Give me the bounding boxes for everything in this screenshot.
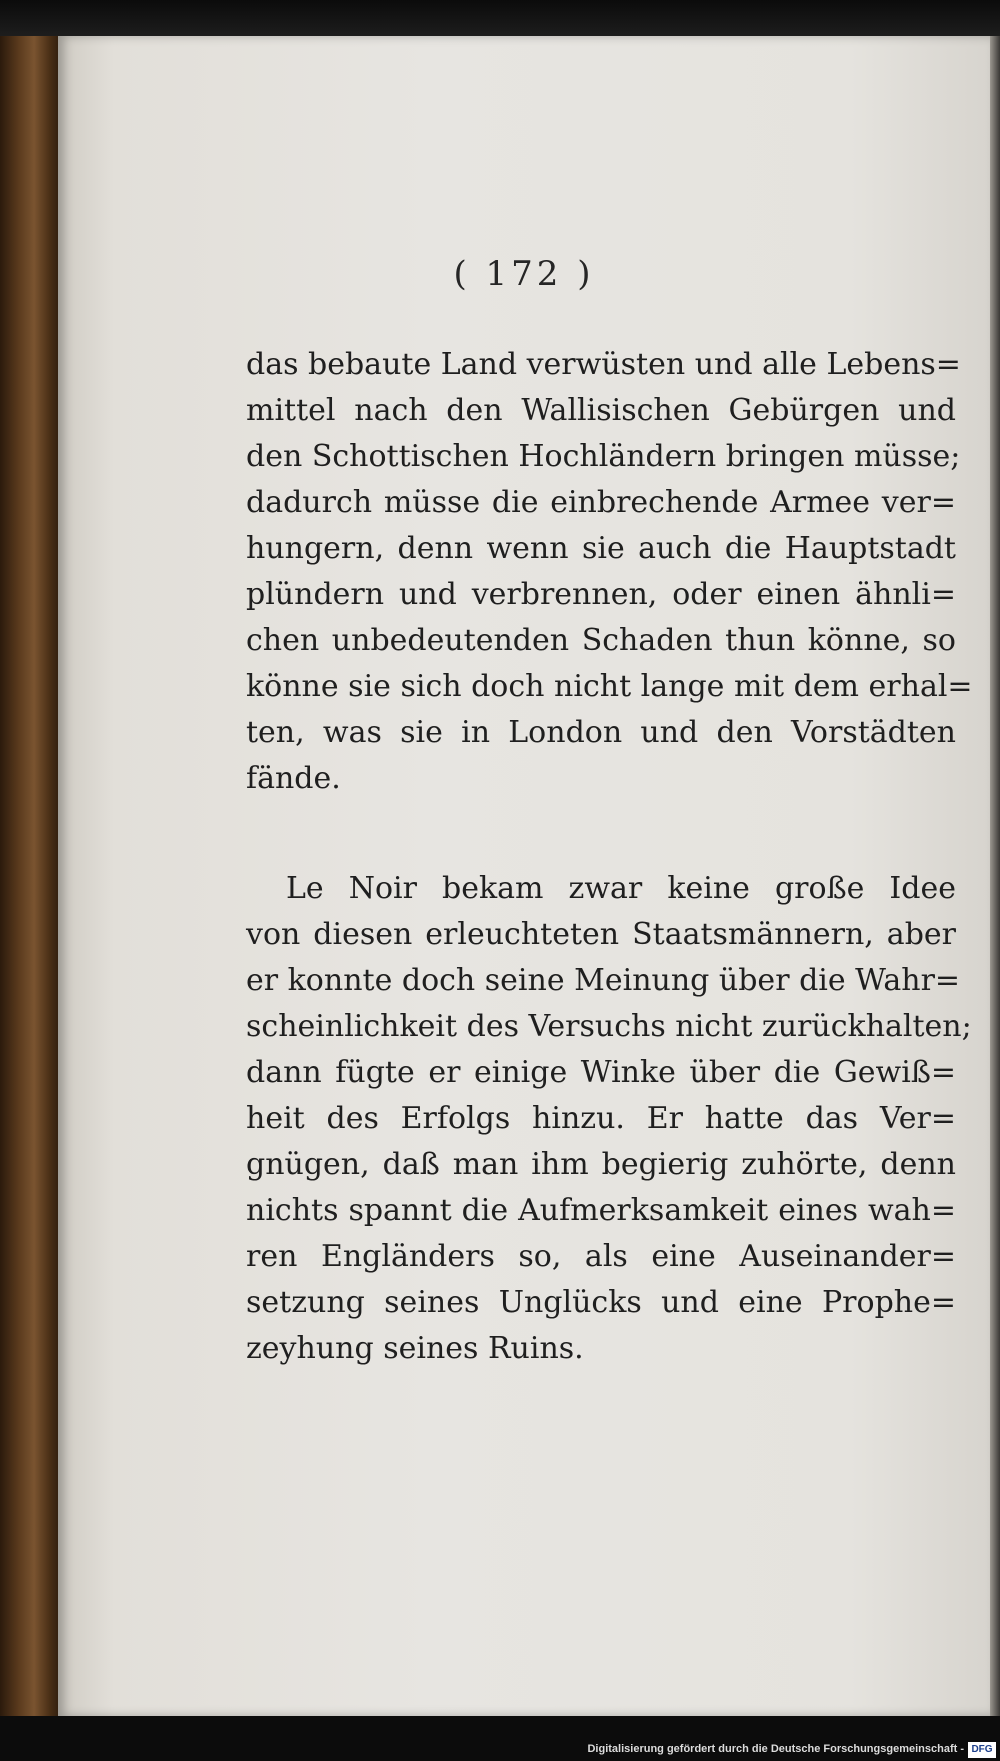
text-line: ten, was sie in London und den Vorstädten (246, 715, 956, 750)
funding-credit: Digitalisierung gefördert durch die Deutsche Forschungsgemeinschaft - (587, 1743, 964, 1755)
text-line: ren Engländers so, als eine Auseinander= (246, 1239, 956, 1274)
text-line: er konnte doch seine Meinung über die Wahr= (246, 963, 961, 998)
text-line: heit des Erfolgs hinzu. Er hatte das Ver= (246, 1101, 956, 1136)
text-line: dadurch müsse die einbrechende Armee ver= (246, 485, 956, 520)
text-line: könne sie sich doch nicht lange mit dem erhal= (246, 669, 973, 704)
text-line: fände. (246, 761, 341, 796)
book-spine-edge (0, 36, 62, 1716)
book-page (58, 36, 990, 1716)
page-right-edge (990, 36, 1000, 1716)
page-number: ( 172 ) (453, 254, 595, 294)
text-line: nichts spannt die Aufmerksamkeit eines wah= (246, 1193, 956, 1228)
text-line: gnügen, daß man ihm begierig zuhörte, denn (246, 1147, 956, 1182)
paragraph-2 (246, 866, 972, 1372)
scan-top-border (0, 0, 1000, 36)
text-line: mittel nach den Wallisischen Gebürgen und (246, 393, 956, 428)
dfg-logo: DFG (968, 1742, 996, 1758)
text-line: zeyhung seines Ruins. (246, 1331, 584, 1366)
text-line: dann fügte er einige Winke über die Gewiß= (246, 1055, 956, 1090)
paragraph-1 (246, 342, 973, 802)
text-line: das bebaute Land verwüsten und alle Lebens= (246, 347, 961, 382)
text-line: von diesen erleuchteten Staatsmännern, aber (246, 917, 956, 952)
text-line: plündern und verbrennen, oder einen ähnli= (246, 577, 956, 612)
text-line: scheinlichkeit des Versuchs nicht zurückhalten; (246, 1009, 972, 1044)
text-line: setzung seines Unglücks und eine Prophe= (246, 1285, 956, 1320)
text-line: den Schottischen Hochländern bringen müsse; (246, 439, 961, 474)
scan-footer (0, 1716, 1000, 1761)
text-line: Le Noir bekam zwar keine große Idee (286, 871, 956, 906)
text-line: hungern, denn wenn sie auch die Hauptstadt (246, 531, 956, 566)
text-line: chen unbedeutenden Schaden thun könne, so (246, 623, 956, 658)
